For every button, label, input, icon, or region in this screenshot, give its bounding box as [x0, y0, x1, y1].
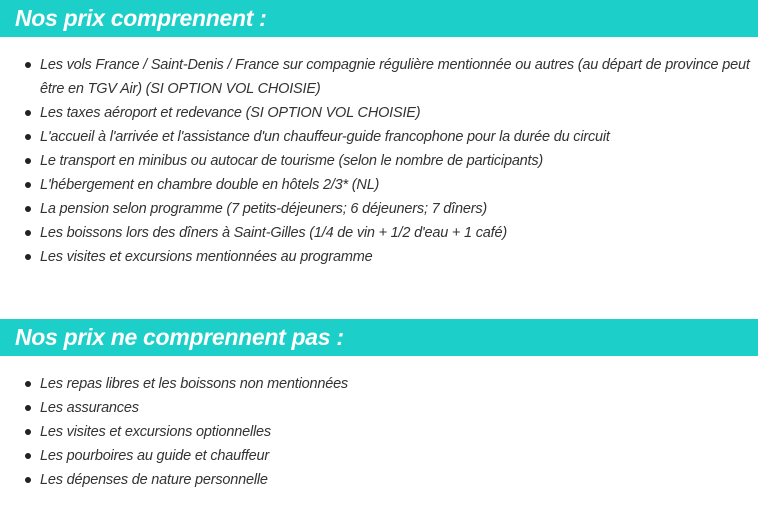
- list-item: [0, 468, 758, 492]
- list-item-text: Les assurances: [40, 400, 139, 416]
- bullet-icon: [25, 206, 31, 212]
- bullet-icon: [25, 477, 31, 483]
- excluded-list: [0, 372, 758, 492]
- bullet-icon: [25, 453, 31, 459]
- bullet-icon: [25, 381, 31, 387]
- bullet-icon: [25, 158, 31, 164]
- list-item-text: L'accueil à l'arrivée et l'assistance d'un chauffeur-guide francophone pour la durée du circuit: [40, 129, 610, 145]
- bullet-icon: [25, 230, 31, 236]
- list-item: [0, 173, 758, 197]
- list-item: [0, 53, 758, 101]
- list-item: [0, 245, 758, 269]
- excluded-section-title: Nos prix ne comprennent pas :: [0, 319, 758, 356]
- list-item-text: Les visites et excursions optionnelles: [40, 424, 271, 440]
- bullet-icon: [25, 134, 31, 140]
- list-item: [0, 420, 758, 444]
- list-item: [0, 396, 758, 420]
- list-item-text: Les taxes aéroport et redevance (SI OPTION VOL CHOISIE): [40, 105, 421, 121]
- list-item: [0, 101, 758, 125]
- list-item-text: Les pourboires au guide et chauffeur: [40, 448, 269, 464]
- list-item: [0, 221, 758, 245]
- list-item: [0, 125, 758, 149]
- list-item-text: Les vols France / Saint-Denis / France sur compagnie régulière mentionnée ou autres (au départ de province peut être en TGV Air) (SI OPTION VOL CHOISIE): [40, 57, 750, 97]
- list-item-text: Les boissons lors des dîners à Saint-Gilles (1/4 de vin + 1/2 d'eau + 1 café): [40, 225, 507, 241]
- list-item: [0, 149, 758, 173]
- bullet-icon: [25, 110, 31, 116]
- bullet-icon: [25, 405, 31, 411]
- bullet-icon: [25, 62, 31, 68]
- bullet-icon: [25, 182, 31, 188]
- bullet-icon: [25, 429, 31, 435]
- included-section-title: Nos prix comprennent :: [0, 0, 758, 37]
- included-list: [0, 53, 758, 269]
- list-item-text: L'hébergement en chambre double en hôtels 2/3* (NL): [40, 177, 380, 193]
- bullet-icon: [25, 254, 31, 260]
- list-item: [0, 372, 758, 396]
- list-item-text: Le transport en minibus ou autocar de tourisme (selon le nombre de participants): [40, 153, 544, 169]
- list-item-text: Les repas libres et les boissons non mentionnées: [40, 376, 348, 392]
- list-item: [0, 444, 758, 468]
- list-item: [0, 197, 758, 221]
- list-item-text: Les dépenses de nature personnelle: [40, 472, 268, 488]
- list-item-text: Les visites et excursions mentionnées au programme: [40, 249, 373, 265]
- list-item-text: La pension selon programme (7 petits-déjeuners; 6 déjeuners; 7 dîners): [40, 201, 488, 217]
